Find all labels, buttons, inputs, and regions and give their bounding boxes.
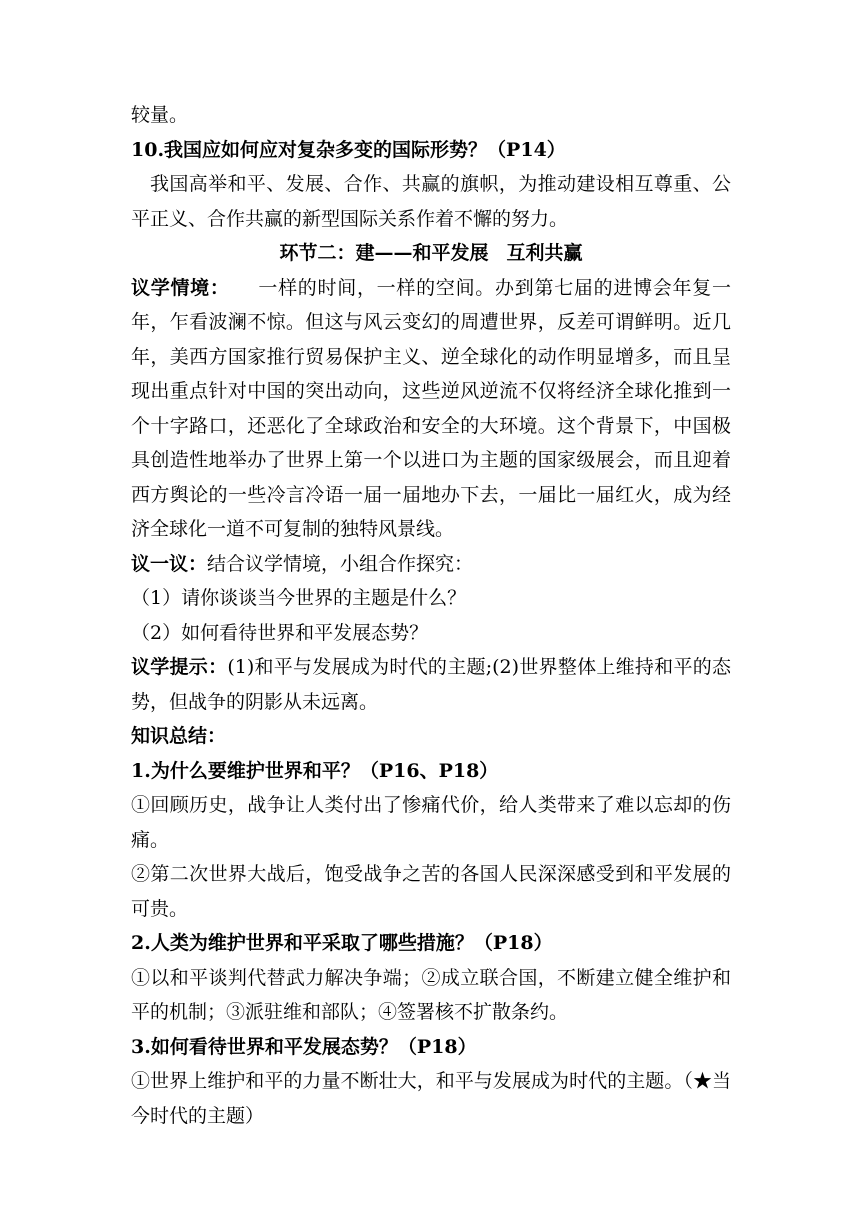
discuss-question-1: （1）请你谈谈当今世界的主题是什么？ (131, 587, 467, 609)
discuss-question-2: （2）如何看待世界和平发展态势？ (131, 621, 429, 644)
knowledge-2-answer: ①以和平谈判代替武力解决争端；②成立联合国，不断建立健全维护和平的机制；③派驻维和部队；④签署核不扩散条约。 (131, 966, 731, 1023)
knowledge-1-heading: 1.为什么要维护世界和平？（P16、P18） (131, 759, 499, 782)
context-text: 一样的时间，一样的空间。办到第七届的进博会年复一年，乍看波澜不惊。但这与风云变幻的周遭世界，反差可谓鲜明。近几年，美西方国家推行贸易保护主义、逆全球化的动作明显增多，而且呈现出重点针对中国的突出动向，这些逆风逆流不仅将经济全球化推到一个十字路口，还恶化了全球政治和安全的大环境。这个背景下，中国极具创造性地举办了世界上第一个以进口为主题的国家级展会，而且迎着西方舆论的一些冷言冷语一届一届地办下去，一届比一届红火，成为经济全球化一道不可复制的独特风景线。 (131, 276, 731, 540)
section-2-heading-sub: 互利共赢 (506, 242, 583, 264)
hint-paragraph (131, 650, 731, 719)
question-10-heading: 10.我国应如何应对复杂多变的国际形势？（P14） (131, 138, 566, 161)
document-body (131, 98, 731, 1133)
paragraph-continuation: 较量。 (131, 104, 189, 126)
discuss-text: 结合议学情境，小组合作探究： (207, 552, 474, 575)
summary-heading: 知识总结： (131, 725, 227, 747)
discuss-label: 议一议： (131, 552, 208, 575)
context-paragraph (131, 271, 731, 547)
discuss-line (131, 547, 731, 582)
question-10-answer: 我国高举和平、发展、合作、共赢的旗帜，为推动建设相互尊重、公平正义、合作共赢的新型国际关系作着不懈的努力。 (131, 173, 731, 230)
section-2-heading (131, 236, 731, 271)
hint-label: 议学提示： (131, 656, 228, 678)
knowledge-2-heading: 2.人类为维护世界和平采取了哪些措施？（P18） (131, 932, 553, 954)
knowledge-3-answer: ①世界上维护和平的力量不断壮大，和平与发展成为时代的主题。（★当今时代的主题） (131, 1070, 731, 1127)
context-label: 议学情境： (131, 276, 230, 299)
section-2-heading-main: 环节二：建——和平发展 (279, 242, 489, 264)
knowledge-3-heading: 3.如何看待世界和平发展态势？（P18） (131, 1035, 477, 1058)
hint-text: (1)和平与发展成为时代的主题;(2)世界整体上维持和平的态势，但战争的阴影从未远离。 (131, 656, 731, 713)
knowledge-1-answer-1: ①回顾历史，战争让人类付出了惨痛代价，给人类带来了难以忘却的伤痛。 (131, 794, 731, 851)
knowledge-1-answer-2: ②第二次世界大战后，饱受战争之苦的各国人民深深感受到和平发展的可贵。 (131, 863, 731, 920)
